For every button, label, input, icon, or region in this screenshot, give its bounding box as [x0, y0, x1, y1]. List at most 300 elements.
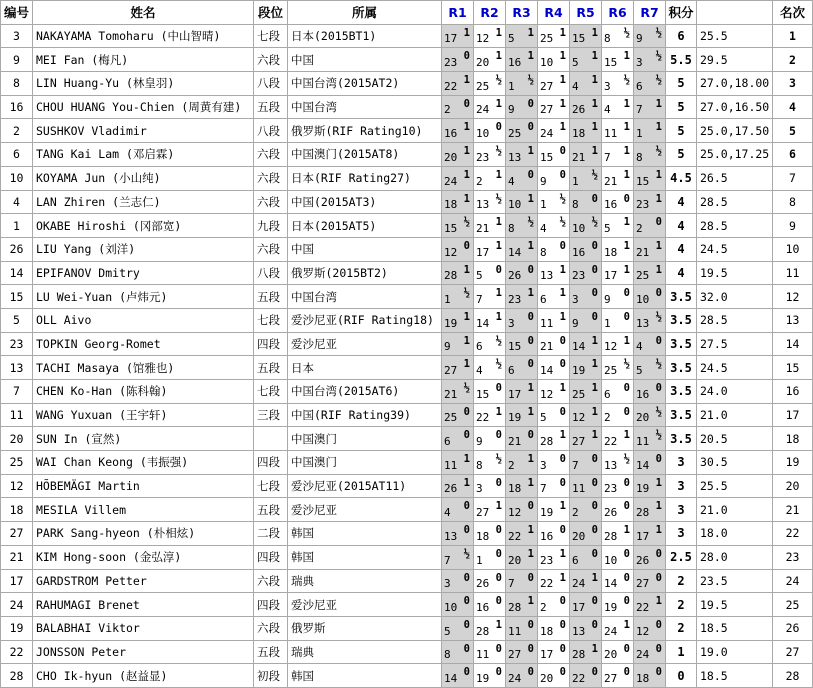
player-affiliation: 中国台湾	[288, 285, 442, 309]
player-dan: 六段	[254, 166, 288, 190]
round-1-cell	[442, 522, 474, 546]
player-number: 24	[1, 593, 33, 617]
round-1-cell	[442, 498, 474, 522]
opponent-number: 15	[476, 387, 490, 401]
round-2-cell	[474, 48, 506, 72]
opponent-number: 14	[444, 671, 458, 685]
game-result: 1	[591, 405, 598, 418]
game-result: 1	[527, 145, 534, 158]
player-points: 2.5	[666, 545, 697, 569]
opponent-number: 7	[604, 150, 611, 164]
player-name: LIU Yang (刘洋)	[33, 237, 254, 261]
game-result: 0	[623, 571, 630, 584]
opponent-number: 16	[444, 127, 458, 141]
game-result: 0	[591, 476, 598, 489]
opponent-number: 27	[572, 435, 586, 449]
player-rank: 20	[773, 474, 813, 498]
round-5-cell	[570, 332, 602, 356]
player-rank: 9	[773, 214, 813, 238]
round-4-cell	[538, 427, 570, 451]
player-affiliation: 中国台湾(2015AT6)	[288, 380, 442, 404]
opponent-number: 17	[636, 529, 650, 543]
round-1-cell	[442, 24, 474, 48]
round-6-cell	[602, 48, 634, 72]
game-result: 1	[655, 476, 662, 489]
player-name: OKABE Hiroshi (冈部宽)	[33, 214, 254, 238]
round-4-cell	[538, 474, 570, 498]
opponent-number: 4	[604, 103, 611, 117]
round-1-cell	[442, 403, 474, 427]
game-result: 0	[591, 263, 598, 276]
player-name: WANG Yuxuan (王宇轩)	[33, 403, 254, 427]
game-result: 0	[591, 524, 598, 537]
player-affiliation: 俄罗斯(2015BT2)	[288, 261, 442, 285]
round-7-cell	[634, 640, 666, 664]
table-row	[1, 285, 813, 309]
player-points: 5	[666, 119, 697, 143]
player-points: 5	[666, 143, 697, 167]
player-points: 4	[666, 261, 697, 285]
game-result: 1	[655, 500, 662, 513]
game-result: 0	[655, 666, 662, 679]
round-6-cell	[602, 308, 634, 332]
player-dan: 五段	[254, 95, 288, 119]
table-row	[1, 522, 813, 546]
opponent-number: 6	[476, 340, 483, 354]
game-result: 0	[527, 666, 534, 679]
game-result: 0	[495, 666, 502, 679]
game-result: 1	[623, 239, 630, 252]
game-result: ½	[463, 382, 470, 394]
opponent-number: 3	[540, 458, 547, 472]
player-name: NAKAYAMA Tomoharu (中山智晴)	[33, 24, 254, 48]
player-points: 4	[666, 237, 697, 261]
opponent-number: 22	[540, 577, 554, 591]
game-result: 1	[623, 429, 630, 442]
opponent-number: 10	[604, 553, 618, 567]
player-tiebreak: 18.5	[697, 616, 773, 640]
opponent-number: 13	[508, 150, 522, 164]
game-result: 1	[463, 74, 470, 87]
round-2-cell	[474, 403, 506, 427]
opponent-number: 28	[572, 648, 586, 662]
game-result: ½	[623, 453, 630, 466]
round-7-cell	[634, 308, 666, 332]
round-4-cell	[538, 166, 570, 190]
game-result: 0	[559, 666, 566, 679]
round-4-cell	[538, 545, 570, 569]
player-points: 3.5	[666, 427, 697, 451]
opponent-number: 22	[572, 671, 586, 685]
player-rank: 23	[773, 545, 813, 569]
opponent-number: 23	[540, 553, 554, 567]
player-number: 12	[1, 474, 33, 498]
opponent-number: 12	[444, 245, 458, 259]
game-result: 0	[463, 571, 470, 584]
round-6-cell	[602, 237, 634, 261]
opponent-number: 28	[444, 269, 458, 283]
round-5-cell	[570, 190, 602, 214]
table-row	[1, 427, 813, 451]
round-2-cell	[474, 593, 506, 617]
opponent-number: 4	[636, 340, 643, 354]
opponent-number: 18	[444, 198, 458, 212]
game-result: ½	[527, 74, 534, 87]
game-result: 0	[591, 239, 598, 252]
opponent-number: 16	[508, 56, 522, 70]
round-7-cell	[634, 214, 666, 238]
round-1-cell	[442, 593, 474, 617]
round-2-cell	[474, 380, 506, 404]
player-tiebreak: 21.0	[697, 403, 773, 427]
player-points: 4	[666, 190, 697, 214]
col-header-points: 积分	[666, 1, 697, 25]
player-rank: 8	[773, 190, 813, 214]
round-7-cell	[634, 427, 666, 451]
opponent-number: 16	[636, 387, 650, 401]
opponent-number: 23	[572, 269, 586, 283]
player-affiliation: 中国台湾	[288, 95, 442, 119]
game-result: 0	[655, 382, 662, 394]
game-result: 0	[623, 547, 630, 560]
round-6-cell	[602, 640, 634, 664]
round-2-cell	[474, 356, 506, 380]
game-result: 1	[591, 382, 598, 394]
player-name: PARK Sang-hyeon (朴相炫)	[33, 522, 254, 546]
table-row	[1, 474, 813, 498]
player-name: WAI Chan Keong (韦振强)	[33, 451, 254, 475]
player-tiebreak: 28.5	[697, 190, 773, 214]
opponent-number: 27	[636, 577, 650, 591]
round-3-cell	[506, 498, 538, 522]
round-5-cell	[570, 95, 602, 119]
player-tiebreak: 24.5	[697, 237, 773, 261]
round-4-cell	[538, 190, 570, 214]
game-result: 0	[623, 666, 630, 679]
round-5-cell	[570, 640, 602, 664]
round-2-cell	[474, 332, 506, 356]
game-result: 0	[463, 429, 470, 442]
round-7-cell	[634, 237, 666, 261]
round-5-cell	[570, 48, 602, 72]
table-row	[1, 143, 813, 167]
round-5-cell	[570, 380, 602, 404]
round-1-cell	[442, 427, 474, 451]
game-result: 1	[463, 358, 470, 371]
round-7-cell	[634, 48, 666, 72]
game-result: 0	[463, 642, 470, 655]
player-name: GARDSTROM Petter	[33, 569, 254, 593]
round-7-cell	[634, 451, 666, 475]
game-result: ½	[623, 358, 630, 371]
player-points: 4	[666, 214, 697, 238]
round-2-cell	[474, 498, 506, 522]
opponent-number: 14	[508, 245, 522, 259]
round-5-cell	[570, 474, 602, 498]
opponent-number: 20	[540, 671, 554, 685]
opponent-number: 27	[540, 103, 554, 117]
player-number: 20	[1, 427, 33, 451]
game-result: 1	[527, 287, 534, 300]
round-3-cell	[506, 166, 538, 190]
player-rank: 3	[773, 72, 813, 96]
opponent-number: 4	[540, 221, 547, 235]
player-points: 2	[666, 616, 697, 640]
player-points: 5	[666, 95, 697, 119]
player-tiebreak: 32.0	[697, 285, 773, 309]
round-2-cell	[474, 545, 506, 569]
game-result: ½	[591, 168, 598, 181]
col-header-number: 编号	[1, 1, 33, 25]
opponent-number: 23	[636, 198, 650, 212]
table-row	[1, 593, 813, 617]
player-points: 3	[666, 451, 697, 475]
round-1-cell	[442, 474, 474, 498]
round-5-cell	[570, 24, 602, 48]
game-result: 0	[623, 642, 630, 655]
game-result: 1	[623, 168, 630, 181]
game-result: 0	[591, 192, 598, 205]
player-name: TANG Kai Lam (邓启霖)	[33, 143, 254, 167]
round-1-cell	[442, 72, 474, 96]
player-rank: 27	[773, 640, 813, 664]
game-result: 0	[495, 263, 502, 276]
opponent-number: 17	[540, 648, 554, 662]
game-result: 1	[527, 595, 534, 608]
opponent-number: 20	[572, 529, 586, 543]
opponent-number: 7	[508, 577, 515, 591]
round-4-cell	[538, 640, 570, 664]
game-result: 1	[527, 524, 534, 537]
player-affiliation: 日本(2015AT5)	[288, 214, 442, 238]
game-result: 1	[623, 216, 630, 229]
opponent-number: 18	[572, 127, 586, 141]
opponent-number: 19	[604, 600, 618, 614]
round-4-cell	[538, 24, 570, 48]
player-number: 9	[1, 48, 33, 72]
game-result: 0	[527, 358, 534, 371]
round-1-cell	[442, 332, 474, 356]
player-dan: 四段	[254, 545, 288, 569]
opponent-number: 10	[476, 127, 490, 141]
round-2-cell	[474, 166, 506, 190]
player-tiebreak: 28.5	[697, 308, 773, 332]
player-dan: 三段	[254, 403, 288, 427]
opponent-number: 9	[572, 316, 579, 330]
opponent-number: 22	[476, 411, 490, 425]
player-affiliation: 中国	[288, 48, 442, 72]
player-name: KOYAMA Jun (小山纯)	[33, 166, 254, 190]
game-result: 1	[655, 263, 662, 276]
game-result: 1	[655, 239, 662, 252]
player-dan: 七段	[254, 308, 288, 332]
round-6-cell	[602, 24, 634, 48]
player-points: 4.5	[666, 166, 697, 190]
opponent-number: 18	[604, 245, 618, 259]
round-6-cell	[602, 166, 634, 190]
opponent-number: 15	[508, 340, 522, 354]
opponent-number: 27	[540, 79, 554, 93]
col-header-name: 姓名	[33, 1, 254, 25]
game-result: 1	[559, 547, 566, 560]
player-dan: 八段	[254, 261, 288, 285]
round-6-cell	[602, 214, 634, 238]
opponent-number: 22	[508, 529, 522, 543]
opponent-number: 28	[476, 624, 490, 638]
round-4-cell	[538, 522, 570, 546]
player-number: 14	[1, 261, 33, 285]
game-result: 1	[463, 145, 470, 158]
round-2-cell	[474, 522, 506, 546]
opponent-number: 5	[572, 56, 579, 70]
opponent-number: 20	[444, 150, 458, 164]
opponent-number: 26	[604, 506, 618, 520]
round-7-cell	[634, 190, 666, 214]
round-1-cell	[442, 356, 474, 380]
player-name: CHO Ik-hyun (赵益显)	[33, 664, 254, 688]
game-result: 0	[559, 618, 566, 631]
opponent-number: 10	[508, 198, 522, 212]
player-affiliation: 瑞典	[288, 640, 442, 664]
opponent-number: 6	[572, 553, 579, 567]
opponent-number: 28	[508, 600, 522, 614]
game-result: 0	[655, 453, 662, 466]
opponent-number: 11	[540, 316, 554, 330]
opponent-number: 16	[572, 245, 586, 259]
game-result: 0	[527, 310, 534, 323]
round-5-cell	[570, 166, 602, 190]
opponent-number: 13	[636, 316, 650, 330]
opponent-number: 27	[476, 506, 490, 520]
opponent-number: 4	[476, 364, 483, 377]
player-tiebreak: 29.5	[697, 48, 773, 72]
round-4-cell	[538, 72, 570, 96]
opponent-number: 12	[508, 506, 522, 520]
player-rank: 7	[773, 166, 813, 190]
player-number: 21	[1, 545, 33, 569]
game-result: 0	[495, 642, 502, 655]
player-affiliation: 日本(RIF Rating27)	[288, 166, 442, 190]
player-tiebreak: 25.5	[697, 24, 773, 48]
player-affiliation: 俄罗斯	[288, 616, 442, 640]
round-7-cell	[634, 24, 666, 48]
round-1-cell	[442, 237, 474, 261]
opponent-number: 21	[476, 221, 490, 235]
game-result: 0	[559, 239, 566, 252]
player-rank: 19	[773, 451, 813, 475]
game-result: 0	[591, 547, 598, 560]
opponent-number: 18	[476, 529, 490, 543]
round-2-cell	[474, 72, 506, 96]
player-affiliation: 韩国	[288, 522, 442, 546]
game-result: 1	[463, 476, 470, 489]
opponent-number: 5	[604, 221, 611, 235]
round-4-cell	[538, 569, 570, 593]
player-rank: 26	[773, 616, 813, 640]
table-row	[1, 308, 813, 332]
player-number: 5	[1, 308, 33, 332]
opponent-number: 2	[508, 458, 515, 472]
player-rank: 24	[773, 569, 813, 593]
table-row	[1, 640, 813, 664]
game-result: 0	[591, 310, 598, 323]
game-result: 0	[527, 429, 534, 442]
game-result: 1	[527, 405, 534, 418]
table-row	[1, 545, 813, 569]
game-result: 0	[655, 571, 662, 584]
player-name: LIN Huang-Yu (林皇羽)	[33, 72, 254, 96]
player-affiliation: 爱沙尼亚(2015AT11)	[288, 474, 442, 498]
col-header-round-6: R6	[602, 1, 634, 25]
game-result: ½	[495, 334, 502, 347]
game-result: 0	[495, 429, 502, 442]
standings-body	[1, 24, 813, 687]
player-rank: 21	[773, 498, 813, 522]
opponent-number: 25	[444, 411, 458, 425]
opponent-number: 26	[444, 482, 458, 496]
game-result: 0	[527, 334, 534, 347]
game-result: 1	[527, 192, 534, 205]
player-number: 8	[1, 72, 33, 96]
game-result: 1	[559, 382, 566, 394]
player-affiliation: 爱沙尼亚	[288, 498, 442, 522]
player-rank: 14	[773, 332, 813, 356]
game-result: 1	[527, 239, 534, 252]
opponent-number: 9	[604, 292, 611, 306]
game-result: ½	[655, 310, 662, 323]
opponent-number: 14	[540, 364, 554, 377]
opponent-number: 11	[508, 624, 522, 638]
player-name: JONSSON Peter	[33, 640, 254, 664]
player-tiebreak: 26.5	[697, 166, 773, 190]
opponent-number: 15	[540, 150, 554, 164]
game-result: 1	[559, 263, 566, 276]
game-result: 0	[559, 476, 566, 489]
round-3-cell	[506, 356, 538, 380]
player-name: HÕBEMÄGI Martin	[33, 474, 254, 498]
game-result: 0	[623, 476, 630, 489]
opponent-number: 19	[572, 364, 586, 377]
round-3-cell	[506, 119, 538, 143]
game-result: 1	[591, 145, 598, 158]
opponent-number: 3	[444, 577, 451, 591]
col-header-round-5: R5	[570, 1, 602, 25]
game-result: 1	[623, 334, 630, 347]
opponent-number: 9	[540, 174, 547, 188]
player-dan: 六段	[254, 237, 288, 261]
player-dan: 二段	[254, 522, 288, 546]
round-4-cell	[538, 308, 570, 332]
player-tiebreak: 21.0	[697, 498, 773, 522]
game-result: 0	[527, 97, 534, 110]
player-number: 25	[1, 451, 33, 475]
player-tiebreak: 19.0	[697, 640, 773, 664]
player-points: 3.5	[666, 285, 697, 309]
player-points: 3.5	[666, 380, 697, 404]
game-result: 0	[463, 50, 470, 63]
game-result: ½	[463, 287, 470, 300]
round-2-cell	[474, 24, 506, 48]
round-5-cell	[570, 451, 602, 475]
player-number: 3	[1, 24, 33, 48]
player-tiebreak: 30.5	[697, 451, 773, 475]
game-result: 1	[495, 618, 502, 631]
header-row	[1, 1, 813, 25]
opponent-number: 2	[636, 221, 643, 235]
round-2-cell	[474, 95, 506, 119]
game-result: ½	[463, 216, 470, 229]
opponent-number: 24	[508, 671, 522, 685]
